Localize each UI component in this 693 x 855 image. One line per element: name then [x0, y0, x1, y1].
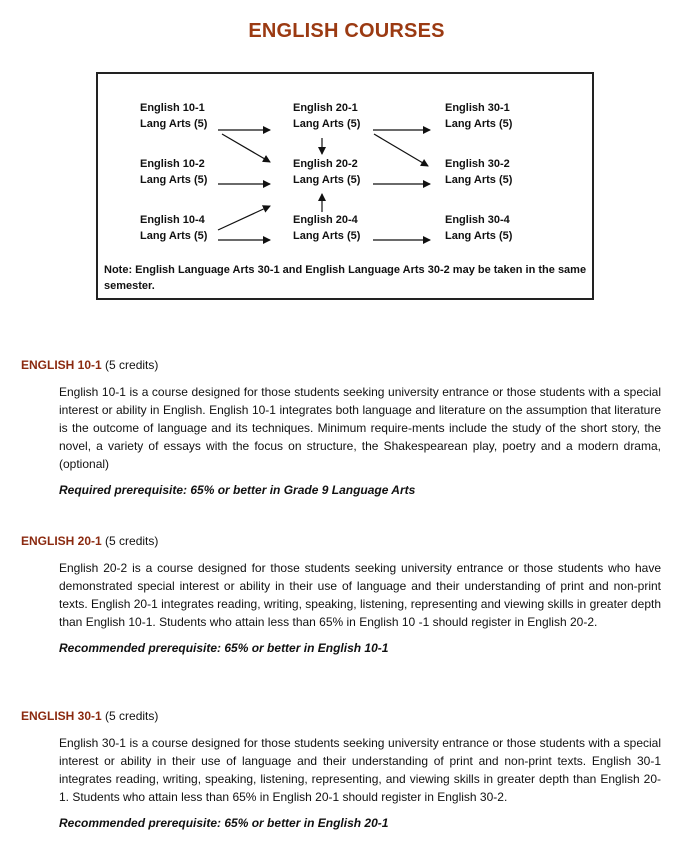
section-english-10-1: [21, 357, 661, 498]
course-flowchart: [96, 72, 594, 300]
course-credits: (5 credits): [105, 534, 159, 548]
section-english-20-1: [21, 533, 661, 656]
course-prerequisite: Required prerequisite: 65% or better in Grade 9 Language Arts: [59, 483, 416, 497]
course-english-20-1: [293, 100, 360, 132]
course-credits: (5 credits): [105, 709, 159, 723]
course-name: English 10-4: [140, 214, 205, 226]
course-credits: Lang Arts (5): [140, 230, 208, 242]
course-description: English 30-1 is a course designed for those students seeking university entrance or those students with a special interest or ability in their use of language and their understanding of print and non-print texts. English 30-1 integrates reading, writing, speaking, listening, representing, and viewing skills in greater depth than English 20-1. Students who attain less than 65% in English 20-1 should register in English 30-2.: [59, 736, 661, 804]
course-english-20-2: [293, 156, 360, 188]
course-code: ENGLISH 30-1: [21, 709, 102, 723]
course-code: ENGLISH 20-1: [21, 534, 102, 548]
course-credits: Lang Arts (5): [445, 230, 513, 242]
course-name: English 30-1: [445, 102, 510, 114]
course-credits: Lang Arts (5): [445, 174, 513, 186]
course-prerequisite: Recommended prerequisite: 65% or better in English 20-1: [59, 816, 389, 830]
course-credits: Lang Arts (5): [293, 118, 361, 130]
course-credits: Lang Arts (5): [293, 230, 361, 242]
course-credits: Lang Arts (5): [140, 174, 208, 186]
flowchart-note: Note: English Language Arts 30-1 and English Language Arts 30-2 may be taken in the same semester.: [104, 264, 587, 292]
course-prerequisite: Recommended prerequisite: 65% or better in English 10-1: [59, 641, 389, 655]
course-name: English 20-1: [293, 102, 358, 114]
course-credits: Lang Arts (5): [293, 174, 361, 186]
arrow-10-4-to-20-2: [218, 206, 270, 230]
course-english-30-4: [445, 212, 512, 244]
section-header: [21, 533, 661, 549]
course-name: English 10-1: [140, 102, 205, 114]
course-name: English 20-2: [293, 158, 358, 170]
arrow-10-1-to-20-2: [222, 134, 270, 162]
course-code: ENGLISH 10-1: [21, 358, 102, 372]
course-english-10-2: [140, 156, 207, 188]
page-title: ENGLISH COURSES: [248, 20, 445, 42]
course-description: English 20-2 is a course designed for those students seeking university entrance or those students who have demonstrated special interest or ability in their use of language and their understanding of print and non-print texts. English 20-1 integrates reading, writing, speaking, listening, representing and viewing skills in greater depth than English 10-1. Students who attain less than 65% in English 10 -1 should register in English 20-2.: [59, 561, 661, 629]
course-name: English 20-4: [293, 214, 358, 226]
section-header: [21, 708, 661, 724]
course-english-30-1: [445, 100, 512, 132]
course-credits: Lang Arts (5): [140, 118, 208, 130]
course-english-20-4: [293, 212, 360, 244]
course-description: English 10-1 is a course designed for those students seeking university entrance or those students with a special interest or ability in English. English 10-1 integrates both language and literature on the assumption that literature is the outcome of language and its techniques. Minimum require-ments include the study of the short story, the novel, a variety of essays with the focus on structure, the Shakespearean play, poetry and a modern drama, (optional): [59, 385, 661, 471]
section-header: [21, 357, 661, 373]
course-english-10-4: [140, 212, 207, 244]
course-name: English 30-4: [445, 214, 510, 226]
course-name: English 10-2: [140, 158, 205, 170]
course-credits: Lang Arts (5): [445, 118, 513, 130]
course-english-10-1: [140, 100, 207, 132]
course-credits: (5 credits): [105, 358, 159, 372]
course-name: English 30-2: [445, 158, 510, 170]
arrow-20-1-to-30-2: [374, 134, 428, 166]
course-english-30-2: [445, 156, 512, 188]
section-english-30-1: [21, 708, 661, 831]
